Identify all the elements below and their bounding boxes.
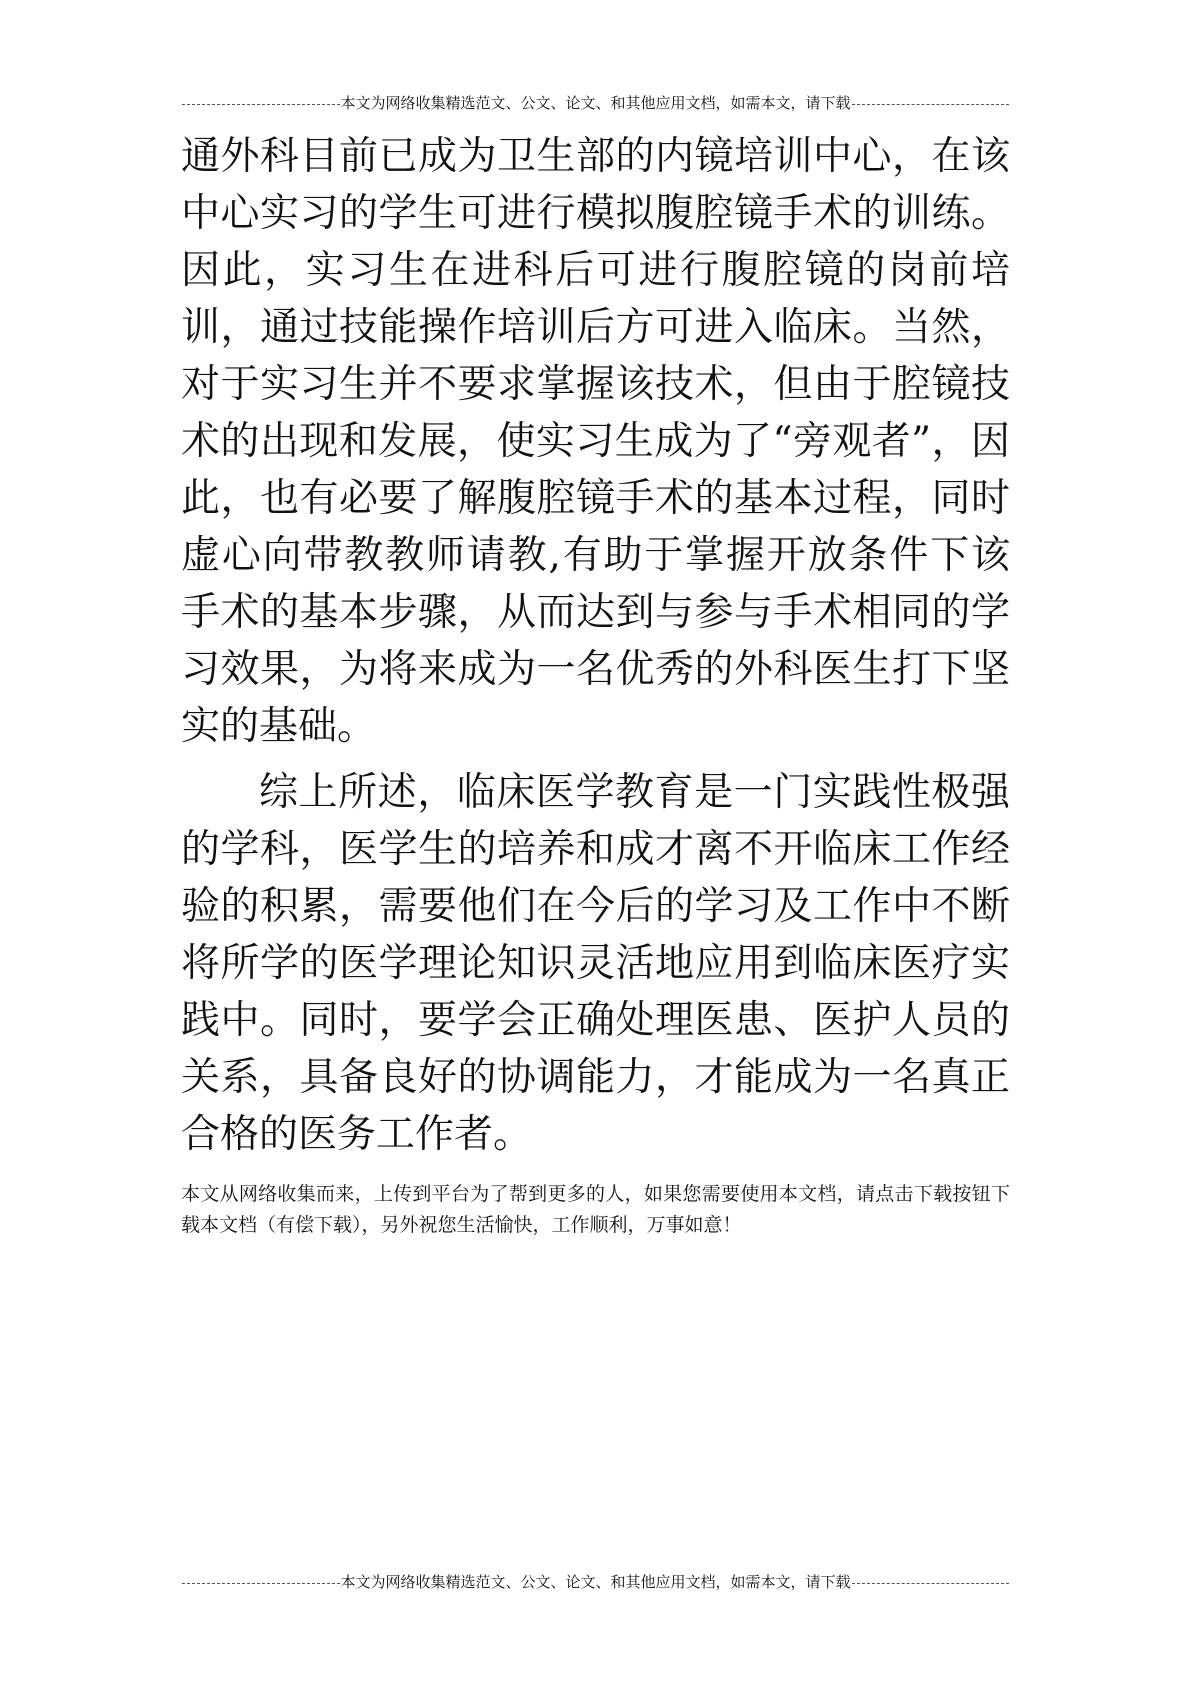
- body-paragraph-2: 综上所述，临床医学教育是一门实践性极强的学科，医学生的培养和成才离不开临床工作经验的积累，需要他们在今后的学习及工作中不断将所学的医学理论知识灵活地应用到临床医疗实践中。同时，要学会正确处理医患、医护人员的关系，具备良好的协调能力，才能成为一名真正合格的医务工作者。: [181, 770, 1010, 1157]
- footer-dash-left: [182, 1583, 340, 1584]
- document-body: [181, 128, 1010, 1163]
- footer-banner-text: 本文为网络收集精选范文、公文、论文、和其他应用文档，如需本文，请下载: [340, 1573, 851, 1591]
- header-banner: [181, 91, 1010, 115]
- body-paragraph-1: 通外科目前已成为卫生部的内镜培训中心，在该中心实习的学生可进行模拟腹腔镜手术的训练。因此，实习生在进科后可进行腹腔镜的岗前培训，通过技能操作培训后方可进入临床。当然，对于实习生并不要求掌握该技术，但由于腔镜技术的出现和发展，使实习生成为了“旁观者”，因此，也有必要了解腹腔镜手术的基本过程，同时虚心向带教教师请教,有助于掌握开放条件下该手术的基本步骤，从而达到与参与手术相同的学习效果，为将来成为一名优秀的外科医生打下坚实的基础。: [181, 134, 1010, 749]
- header-dash-left: [182, 104, 340, 105]
- closing-note: 本文从网络收集而来，上传到平台为了帮到更多的人，如果您需要使用本文档，请点击下载按钮下载本文档（有偿下载），另外祝您生活愉快，工作顺利，万事如意！: [181, 1183, 1010, 1236]
- footer-dash-right: [852, 1583, 1010, 1584]
- header-banner-text: 本文为网络收集精选范文、公文、论文、和其他应用文档，如需本文，请下载: [340, 94, 851, 112]
- header-dash-right: [852, 104, 1010, 105]
- footer-banner: [181, 1570, 1010, 1594]
